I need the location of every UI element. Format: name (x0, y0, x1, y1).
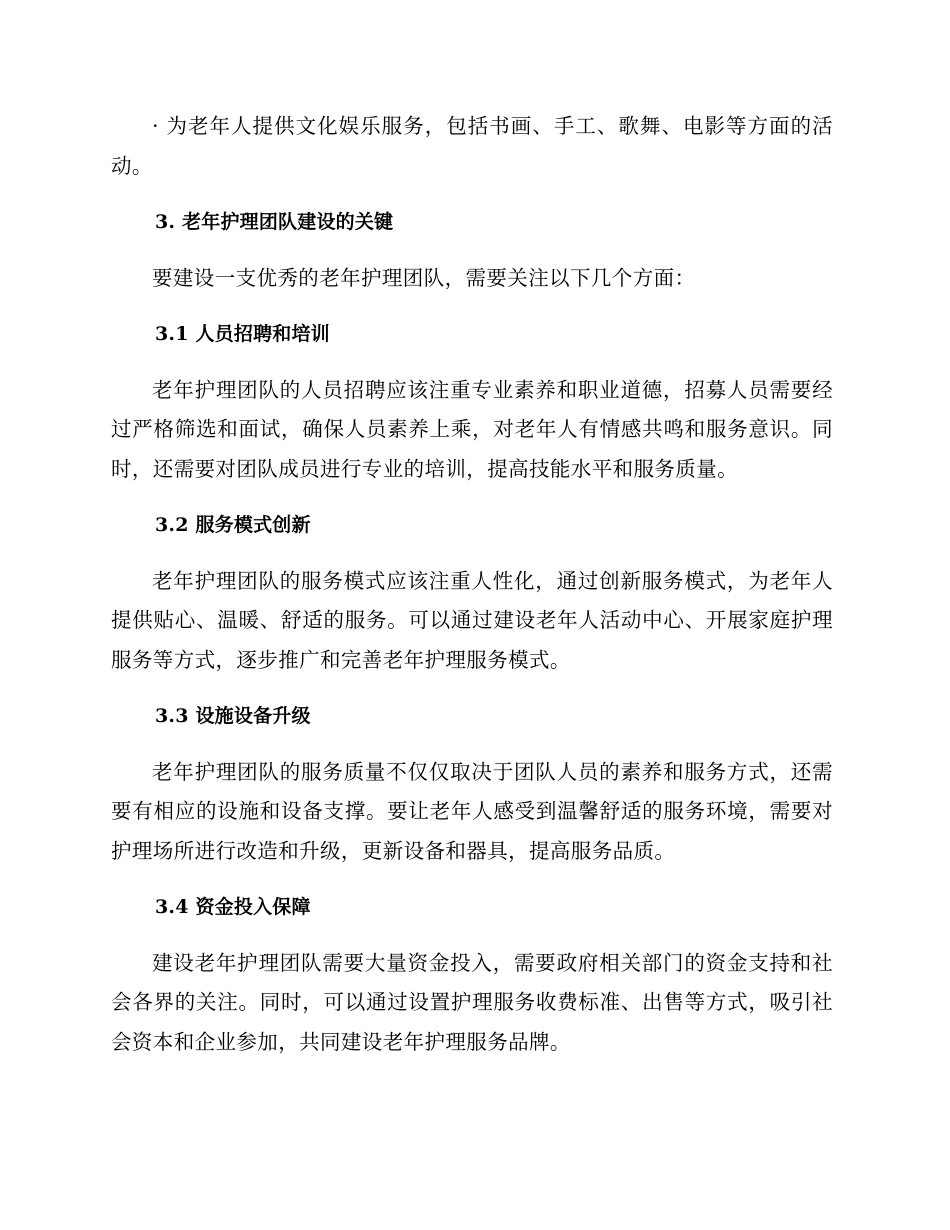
bullet-paragraph-culture: · 为老年人提供文化娱乐服务，包括书画、手工、歌舞、电影等方面的活动。 (111, 114, 833, 178)
paragraph-3-3: 老年护理团队的服务质量不仅仅取决于团队人员的素养和服务方式，还需要有相应的设施和设备支撑。要让老年人感受到温馨舒适的服务环境，需要对护理场所进行改造和升级，更新设备和器具，提高服务品质。 (111, 759, 833, 863)
subheading-3-3: 3.3 设施设备升级 (155, 705, 311, 727)
document-page (111, 107, 833, 1062)
section-heading-3: 3. 老年护理团队建设的关键 (155, 211, 394, 233)
subheading-3-4: 3.4 资金投入保障 (155, 896, 311, 918)
paragraph-3-4: 建设老年护理团队需要大量资金投入，需要政府相关部门的资金支持和社会各界的关注。同时，可以通过设置护理服务收费标准、出售等方式，吸引社会资本和企业参加，共同建设老年护理服务品牌。 (111, 950, 833, 1054)
paragraph-3-2: 老年护理团队的服务模式应该注重人性化，通过创新服务模式，为老年人提供贴心、温暖、舒适的服务。可以通过建设老年人活动中心、开展家庭护理服务等方式，逐步推广和完善老年护理服务模式。 (111, 568, 833, 672)
subheading-3-1: 3.1 人员招聘和培训 (155, 323, 330, 345)
paragraph-3-1: 老年护理团队的人员招聘应该注重专业素养和职业道德，招募人员需要经过严格筛选和面试，确保人员素养上乘，对老年人有情感共鸣和服务意识。同时，还需要对团队成员进行专业的培训，提高技能水平和服务质量。 (111, 377, 833, 481)
section-3-intro: 要建设一支优秀的老年护理团队，需要关注以下几个方面： (152, 265, 696, 290)
subheading-3-2: 3.2 服务模式创新 (155, 514, 311, 536)
